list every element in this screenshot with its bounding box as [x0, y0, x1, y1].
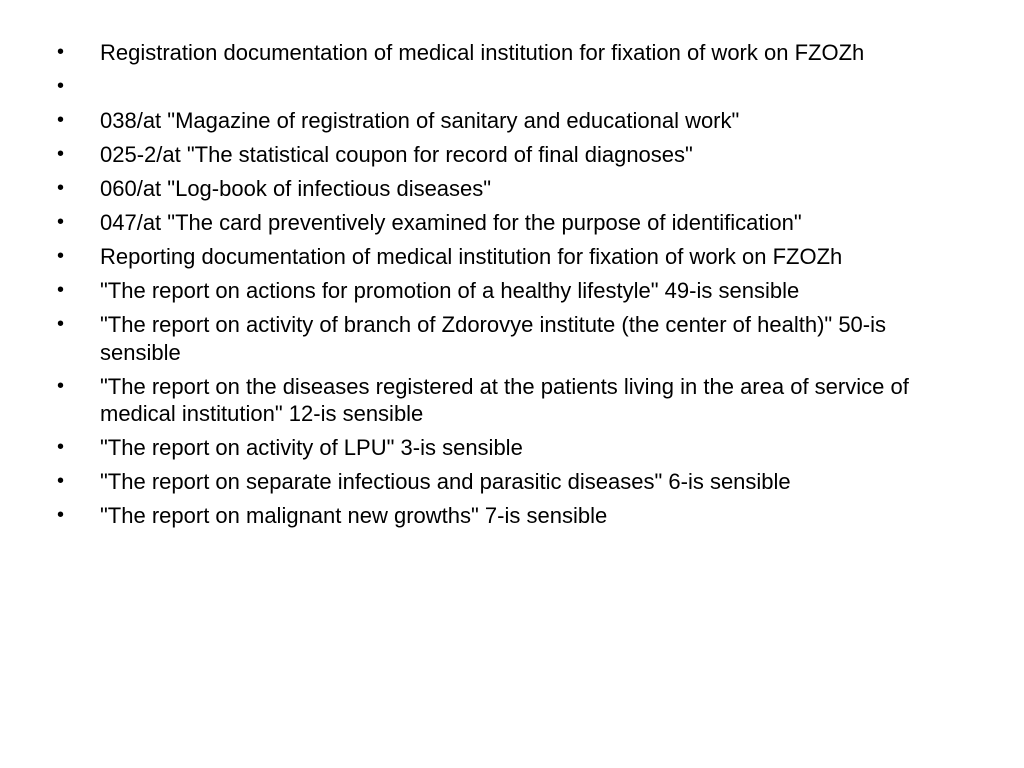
bullet-icon: • — [57, 313, 65, 335]
bullet-icon: • — [57, 109, 65, 131]
bullet-item-3 — [56, 107, 971, 135]
bullet-text: 025-2/at "The statistical coupon for record of final diagnoses" — [100, 142, 693, 167]
bullet-text: "The report on actions for promotion of a healthy lifestyle" 49-is sensible — [100, 278, 800, 303]
bullet-icon: • — [57, 211, 65, 233]
bullet-text: Reporting documentation of medical institution for fixation of work on FZOZh — [100, 244, 843, 269]
bullet-item-9 — [56, 311, 971, 366]
bullet-item-7 — [56, 243, 971, 271]
bullet-text: "The report on separate infectious and parasitic diseases" 6-is sensible — [100, 469, 791, 494]
bullet-item-4 — [56, 141, 971, 169]
bullet-icon: • — [57, 41, 65, 63]
bullet-icon: • — [57, 245, 65, 267]
bullet-icon: • — [57, 436, 65, 458]
bullet-text: "The report on activity of LPU" 3-is sensible — [100, 435, 523, 460]
bullet-icon: • — [57, 470, 65, 492]
bullet-icon: • — [57, 279, 65, 301]
bullet-icon: • — [57, 143, 65, 165]
bullet-item-10 — [56, 373, 971, 428]
bullet-item-13 — [56, 502, 971, 530]
bullet-text: Registration documentation of medical institution for fixation of work on FZOZh — [100, 40, 865, 65]
bullet-text: "The report on activity of branch of Zdorovye institute (the center of health)" 50-is sensible — [100, 312, 887, 365]
bullet-icon: • — [57, 177, 65, 199]
bullet-item-11 — [56, 434, 971, 462]
bullet-text: "The report on the diseases registered at the patients living in the area of service of medical institution" 12-is sensible — [100, 373, 909, 426]
bullet-text: 047/at "The card preventively examined for the purpose of identification" — [100, 210, 802, 235]
bullet-item-2 — [56, 73, 971, 101]
bullet-text: "The report on malignant new growths" 7-is sensible — [100, 503, 608, 528]
bullet-list — [56, 39, 971, 536]
bullet-icon: • — [57, 504, 65, 526]
bullet-text: 038/at "Magazine of registration of sanitary and educational work" — [100, 108, 740, 133]
bullet-item-12 — [56, 468, 971, 496]
bullet-item-1 — [56, 39, 971, 67]
bullet-item-8 — [56, 277, 971, 305]
bullet-icon: • — [57, 75, 65, 97]
bullet-item-6 — [56, 209, 971, 237]
bullet-item-5 — [56, 175, 971, 203]
bullet-text: 060/at "Log-book of infectious diseases" — [100, 176, 492, 201]
bullet-icon: • — [57, 374, 65, 397]
